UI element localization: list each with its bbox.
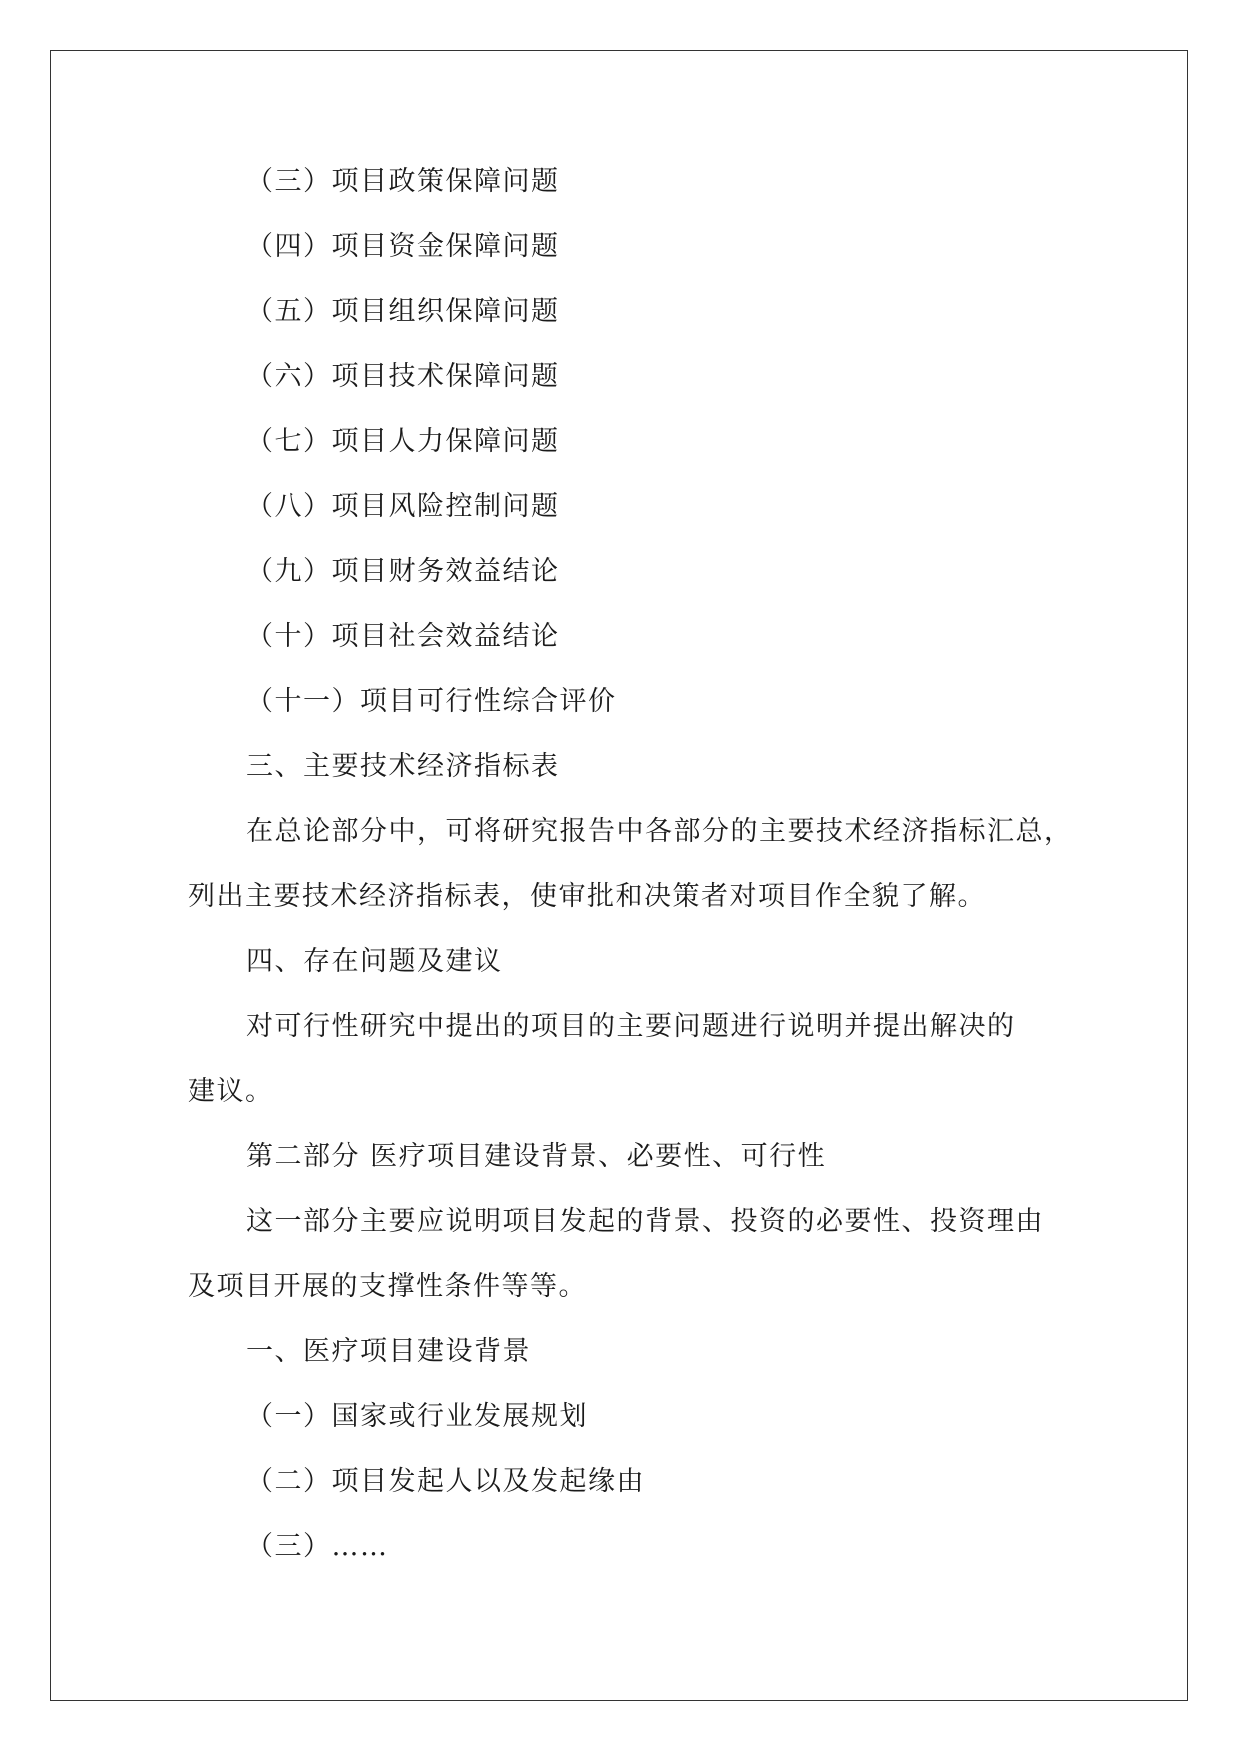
list-item-social-benefit: （十）项目社会效益结论 bbox=[246, 621, 560, 652]
list-item-organization-guarantee: （五）项目组织保障问题 bbox=[246, 296, 560, 327]
list-item-project-initiator: （二）项目发起人以及发起缘由 bbox=[246, 1466, 645, 1497]
list-item-feasibility-evaluation: （十一）项目可行性综合评价 bbox=[246, 686, 617, 717]
list-item-manpower-guarantee: （七）项目人力保障问题 bbox=[246, 426, 560, 457]
part-heading-two: 第二部分 医疗项目建设背景、必要性、可行性 bbox=[246, 1141, 827, 1172]
list-item-funding-guarantee: （四）项目资金保障问题 bbox=[246, 231, 560, 262]
paragraph-issues-line-1: 对可行性研究中提出的项目的主要问题进行说明并提出解决的 bbox=[246, 1011, 1016, 1042]
list-item-ellipsis: （三）…… bbox=[246, 1531, 389, 1562]
paragraph-indicators-line-1: 在总论部分中，可将研究报告中各部分的主要技术经济指标汇总， bbox=[246, 816, 1073, 847]
list-item-national-plan: （一）国家或行业发展规划 bbox=[246, 1401, 588, 1432]
paragraph-indicators-line-2: 列出主要技术经济指标表，使审批和决策者对项目作全貌了解。 bbox=[188, 881, 986, 912]
paragraph-part-two-line-1: 这一部分主要应说明项目发起的背景、投资的必要性、投资理由 bbox=[246, 1206, 1044, 1237]
list-item-financial-benefit: （九）项目财务效益结论 bbox=[246, 556, 560, 587]
list-item-risk-control: （八）项目风险控制问题 bbox=[246, 491, 560, 522]
page-border bbox=[50, 50, 1188, 1701]
section-heading-indicators: 三、主要技术经济指标表 bbox=[246, 751, 560, 782]
paragraph-issues-line-2: 建议。 bbox=[188, 1076, 274, 1107]
list-item-technical-guarantee: （六）项目技术保障问题 bbox=[246, 361, 560, 392]
section-heading-background: 一、医疗项目建设背景 bbox=[246, 1336, 531, 1367]
section-heading-issues: 四、存在问题及建议 bbox=[246, 946, 503, 977]
list-item-policy-guarantee: （三）项目政策保障问题 bbox=[246, 166, 560, 197]
paragraph-part-two-line-2: 及项目开展的支撑性条件等等。 bbox=[188, 1271, 587, 1302]
